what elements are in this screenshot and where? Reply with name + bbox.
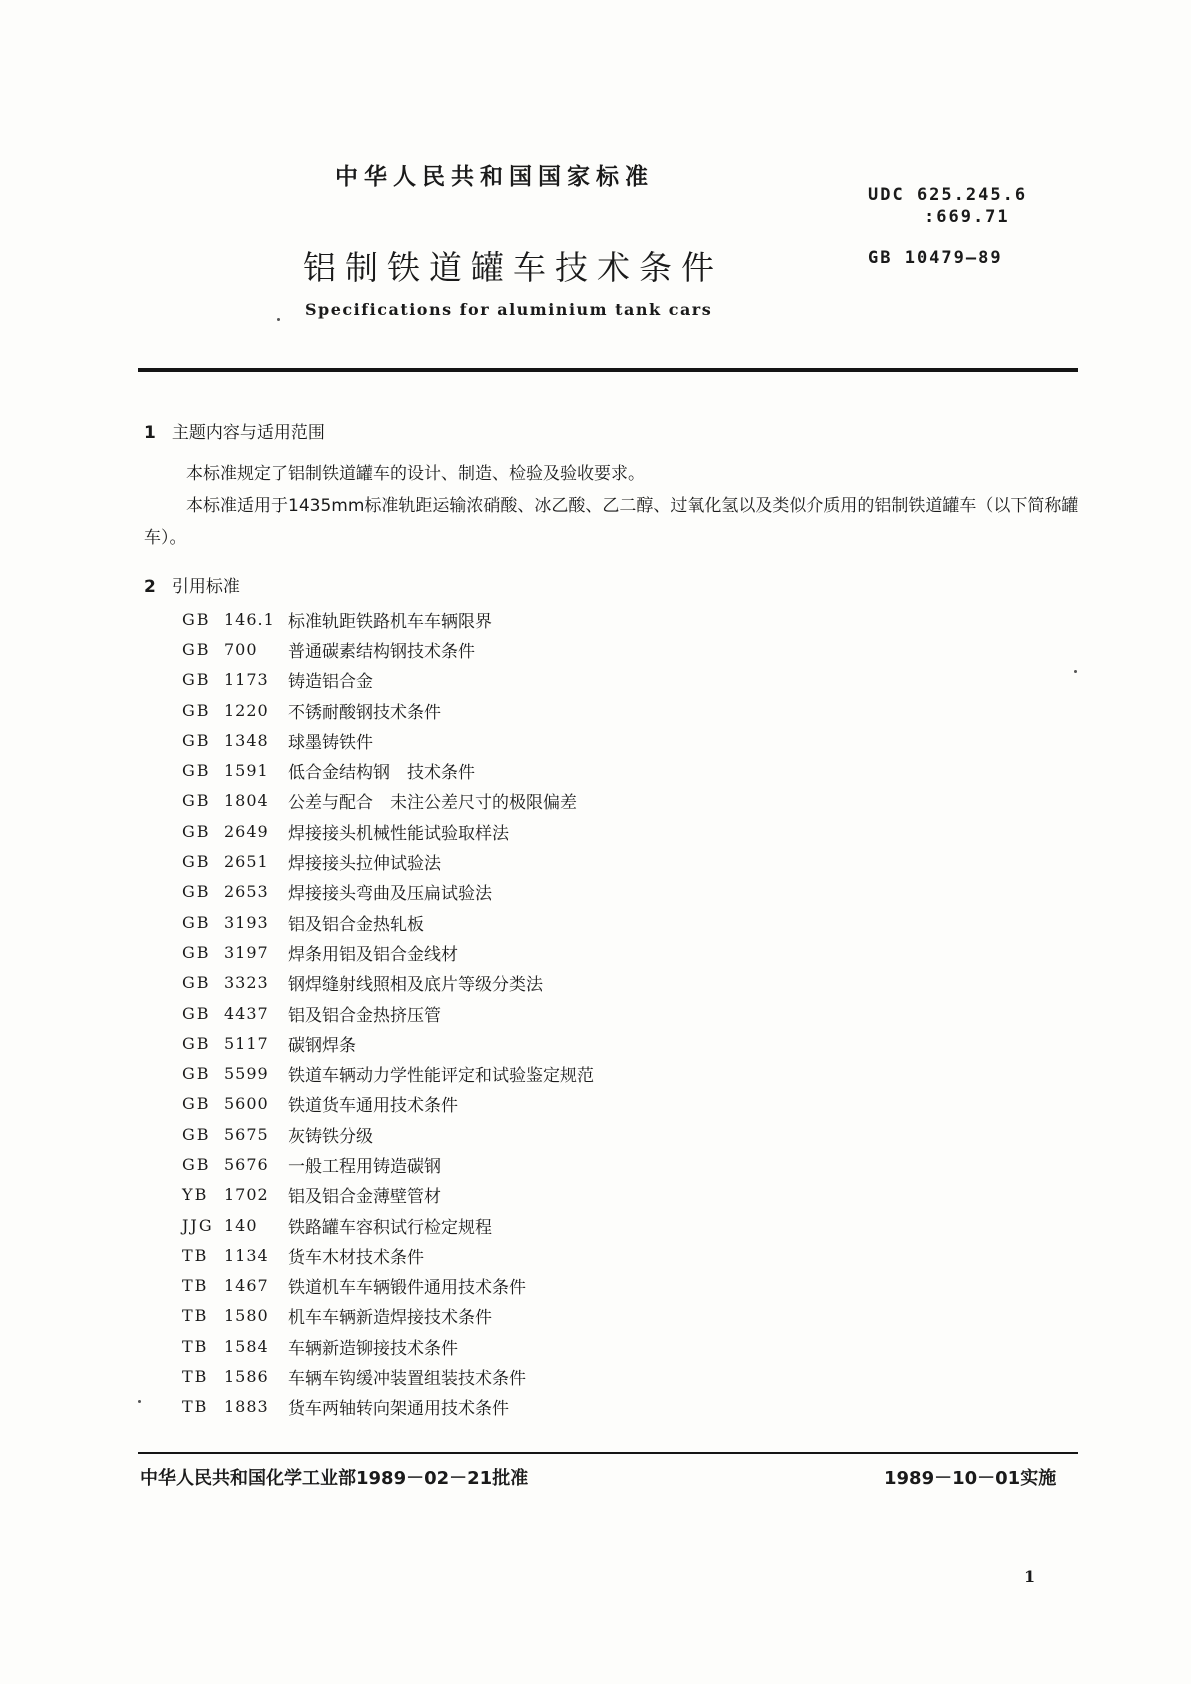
document-title: 铝制铁道罐车技术条件 <box>303 248 723 287</box>
reference-code: TB <box>182 1306 209 1326</box>
header-divider <box>138 368 1078 372</box>
reference-item <box>182 1240 742 1270</box>
reference-code: TB <box>182 1276 209 1296</box>
referenced-standards-list <box>182 604 742 1422</box>
reference-item <box>182 1301 742 1331</box>
reference-item <box>182 695 742 725</box>
reference-code: GB <box>182 700 211 720</box>
reference-title: 公差与配合 未注公差尺寸的极限偏差 <box>288 793 577 814</box>
reference-number: 1220 <box>224 700 269 720</box>
reference-item <box>182 1119 742 1149</box>
reference-title: 车辆新造铆接技术条件 <box>288 1338 458 1359</box>
udc-line-1: UDC 625.245.6 <box>868 185 1028 205</box>
reference-item <box>182 755 742 785</box>
reference-item <box>182 816 742 846</box>
reference-title: 车辆车钩缓冲装置组装技术条件 <box>288 1369 526 1390</box>
effective-date: 1989－10－01实施 <box>884 1468 1057 1489</box>
reference-number: 1702 <box>224 1185 269 1205</box>
reference-number: 5600 <box>224 1094 269 1114</box>
reference-title: 不锈耐酸钢技术条件 <box>288 702 441 723</box>
reference-item <box>182 1210 742 1240</box>
reference-item <box>182 1331 742 1361</box>
scan-speck <box>138 1400 141 1403</box>
reference-code: GB <box>182 1154 211 1174</box>
reference-number: 1586 <box>224 1367 269 1387</box>
reference-item <box>182 1028 742 1058</box>
reference-title: 焊条用铝及铝合金线材 <box>288 944 458 965</box>
reference-title: 标准轨距铁路机车车辆限界 <box>288 611 492 632</box>
reference-code: GB <box>182 1094 211 1114</box>
reference-code: GB <box>182 609 211 629</box>
reference-item <box>182 786 742 816</box>
reference-title: 铁道机车车辆锻件通用技术条件 <box>288 1278 526 1299</box>
section-1-heading <box>144 418 325 443</box>
reference-code: TB <box>182 1245 209 1265</box>
reference-title: 焊接接头机械性能试验取样法 <box>288 823 509 844</box>
reference-code: GB <box>182 761 211 781</box>
reference-item <box>182 1089 742 1119</box>
reference-number: 140 <box>224 1215 258 1235</box>
reference-number: 1173 <box>224 670 269 690</box>
reference-code: GB <box>182 1003 211 1023</box>
reference-code: GB <box>182 639 211 659</box>
reference-title: 一般工程用铸造碳钢 <box>288 1156 441 1177</box>
reference-code: GB <box>182 942 211 962</box>
reference-number: 2653 <box>224 882 269 902</box>
footer-divider <box>138 1452 1078 1454</box>
reference-number: 5599 <box>224 1064 269 1084</box>
page-number: 1 <box>1024 1567 1036 1586</box>
reference-item <box>182 1361 742 1391</box>
reference-code: TB <box>182 1336 209 1356</box>
reference-code: GB <box>182 973 211 993</box>
reference-number: 5675 <box>224 1124 269 1144</box>
reference-item <box>182 1058 742 1088</box>
reference-item <box>182 1392 742 1422</box>
reference-item <box>182 1180 742 1210</box>
section-number: 1 <box>144 423 156 443</box>
reference-number: 5117 <box>224 1033 269 1053</box>
reference-item <box>182 1271 742 1301</box>
reference-item <box>182 634 742 664</box>
reference-number: 1591 <box>224 761 269 781</box>
reference-number: 1883 <box>224 1397 269 1417</box>
reference-title: 机车车辆新造焊接技术条件 <box>288 1308 492 1329</box>
reference-number: 3323 <box>224 973 269 993</box>
reference-code: GB <box>182 852 211 872</box>
reference-item <box>182 725 742 755</box>
reference-title: 铁道货车通用技术条件 <box>288 1096 458 1117</box>
reference-item <box>182 968 742 998</box>
reference-code: GB <box>182 821 211 841</box>
reference-item <box>182 907 742 937</box>
section-number: 2 <box>144 577 156 597</box>
reference-number: 4437 <box>224 1003 269 1023</box>
reference-title: 铝及铝合金热挤压管 <box>288 1005 441 1026</box>
reference-code: GB <box>182 670 211 690</box>
reference-code: GB <box>182 912 211 932</box>
reference-item <box>182 937 742 967</box>
reference-title: 铝及铝合金热轧板 <box>288 914 424 935</box>
reference-code: YB <box>182 1185 209 1205</box>
standard-type-heading: 中华人民共和国国家标准 <box>335 164 654 190</box>
reference-item <box>182 1149 742 1179</box>
reference-title: 球墨铸铁件 <box>288 732 373 753</box>
reference-title: 普通碳素结构钢技术条件 <box>288 641 475 662</box>
section-2-heading <box>144 572 240 597</box>
scan-speck <box>277 318 280 321</box>
reference-code: GB <box>182 882 211 902</box>
reference-title: 铁路罐车容积试行检定规程 <box>288 1217 492 1238</box>
reference-code: GB <box>182 1124 211 1144</box>
reference-item <box>182 998 742 1028</box>
udc-code <box>868 184 1027 228</box>
reference-code: GB <box>182 730 211 750</box>
reference-code: TB <box>182 1397 209 1417</box>
section-title: 主题内容与适用范围 <box>171 423 325 443</box>
reference-number: 5676 <box>224 1154 269 1174</box>
reference-number: 2651 <box>224 852 269 872</box>
section-title: 引用标准 <box>171 577 240 597</box>
reference-code: JJG <box>182 1215 214 1235</box>
reference-title: 灰铸铁分级 <box>288 1126 373 1147</box>
reference-number: 1584 <box>224 1336 269 1356</box>
reference-item <box>182 665 742 695</box>
reference-number: 146.1 <box>224 609 275 629</box>
reference-code: GB <box>182 791 211 811</box>
section-1-paragraph-2: 本标准适用于1435mm标准轨距运输浓硝酸、冰乙酸、乙二醇、过氧化氢以及类似介质用的铝制铁道罐车（以下简称罐车）。 <box>144 496 1079 548</box>
section-1-paragraph-1: 本标准规定了铝制铁道罐车的设计、制造、检验及验收要求。 <box>186 464 645 484</box>
reference-title: 焊接接头弯曲及压扁试验法 <box>288 884 492 905</box>
reference-title: 铸造铝合金 <box>288 672 373 693</box>
reference-number: 3197 <box>224 942 269 962</box>
reference-number: 1467 <box>224 1276 269 1296</box>
reference-code: GB <box>182 1033 211 1053</box>
reference-number: 1348 <box>224 730 269 750</box>
reference-item <box>182 877 742 907</box>
reference-title: 低合金结构钢 技术条件 <box>288 763 475 784</box>
reference-title: 焊接接头拉伸试验法 <box>288 854 441 875</box>
reference-number: 3193 <box>224 912 269 932</box>
reference-number: 700 <box>224 639 258 659</box>
reference-title: 铝及铝合金薄壁管材 <box>288 1187 441 1208</box>
reference-title: 铁道车辆动力学性能评定和试验鉴定规范 <box>288 1066 594 1087</box>
reference-title: 货车两轴转向架通用技术条件 <box>288 1399 509 1420</box>
reference-number: 1134 <box>224 1245 269 1265</box>
reference-number: 1804 <box>224 791 269 811</box>
gb-standard-code: GB 10479—89 <box>868 248 1003 268</box>
reference-item <box>182 604 742 634</box>
reference-number: 1580 <box>224 1306 269 1326</box>
reference-number: 2649 <box>224 821 269 841</box>
reference-code: TB <box>182 1367 209 1387</box>
approval-line: 中华人民共和国化学工业部1989－02－21批准 <box>140 1468 529 1489</box>
scan-speck <box>1074 670 1077 673</box>
reference-title: 钢焊缝射线照相及底片等级分类法 <box>288 975 543 996</box>
reference-code: GB <box>182 1064 211 1084</box>
reference-title: 货车木材技术条件 <box>288 1247 424 1268</box>
reference-title: 碳钢焊条 <box>288 1035 356 1056</box>
english-title: Specifications for aluminium tank cars <box>305 300 713 319</box>
udc-line-2: :669.71 <box>924 207 1010 227</box>
reference-item <box>182 846 742 876</box>
